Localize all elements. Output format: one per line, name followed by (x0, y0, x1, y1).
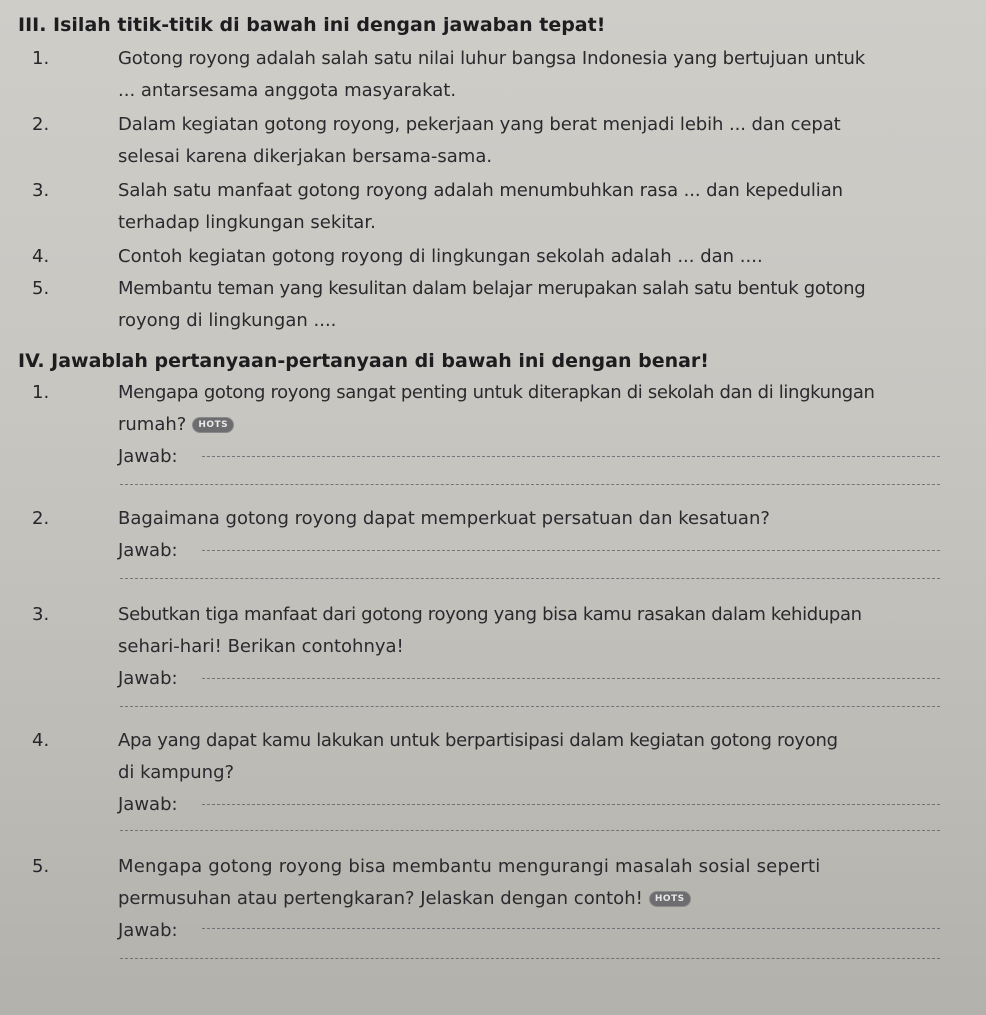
s4-item-4-number: 4. (32, 730, 50, 751)
s4-item-3-answer-line-2[interactable] (120, 706, 940, 707)
s4-item-2-answer-line-2[interactable] (120, 578, 940, 579)
s4-item-5-answer-line-2[interactable] (120, 958, 940, 959)
s3-item-4-line-1: Contoh kegiatan gotong royong di lingkungan sekolah adalah ... dan .... (118, 246, 763, 267)
s4-item-2-jawab-label: Jawab: (118, 540, 178, 561)
s4-item-4-line-1: Apa yang dapat kamu lakukan untuk berpartisipasi dalam kegiatan gotong royong (118, 730, 838, 751)
s4-item-3-jawab-label: Jawab: (118, 668, 178, 689)
s4-item-4-jawab-label: Jawab: (118, 794, 178, 815)
s3-item-4-number: 4. (32, 246, 50, 267)
s3-item-5-line-1: Membantu teman yang kesulitan dalam belajar merupakan salah satu bentuk gotong (118, 278, 866, 299)
s3-item-3-number: 3. (32, 180, 50, 201)
s4-item-1-answer-line-2[interactable] (120, 484, 940, 485)
s4-item-5-answer-line-1[interactable] (202, 928, 940, 929)
s4-item-4-line-2: di kampung? (118, 762, 235, 783)
s4-item-5-jawab-label: Jawab: (118, 920, 178, 941)
s4-item-1-line-2-text: rumah? (118, 414, 187, 435)
s4-item-2-number: 2. (32, 508, 50, 529)
section-3-title: III. Isilah titik-titik di bawah ini dengan jawaban tepat! (18, 14, 606, 36)
s3-item-5-line-2: royong di lingkungan .... (118, 310, 337, 331)
s4-item-2-answer-line-1[interactable] (202, 550, 940, 551)
s4-item-3-line-1: Sebutkan tiga manfaat dari gotong royong yang bisa kamu rasakan dalam kehidupan (118, 604, 862, 625)
s3-item-3-line-1: Salah satu manfaat gotong royong adalah menumbuhkan rasa ... dan kepedulian (118, 180, 843, 201)
s4-item-5-number: 5. (32, 856, 50, 877)
s4-item-1-line-1: Mengapa gotong royong sangat penting untuk diterapkan di sekolah dan di lingkungan (118, 382, 875, 403)
s4-item-4-answer-line-2[interactable] (120, 830, 940, 831)
s4-item-3-number: 3. (32, 604, 50, 625)
s3-item-1-number: 1. (32, 48, 50, 69)
s3-item-3-line-2: terhadap lingkungan sekitar. (118, 212, 376, 233)
s4-item-5-line-1: Mengapa gotong royong bisa membantu mengurangi masalah sosial seperti (118, 856, 821, 877)
s3-item-2-line-2: selesai karena dikerjakan bersama-sama. (118, 146, 493, 167)
s4-item-1-line-2 (118, 414, 234, 435)
s4-item-3-line-2: sehari-hari! Berikan contohnya! (118, 636, 404, 657)
s4-item-1-answer-line-1[interactable] (202, 456, 940, 457)
s4-item-5-line-2 (118, 888, 691, 909)
s3-item-2-number: 2. (32, 114, 50, 135)
hots-badge: HOTS (192, 417, 234, 433)
s3-item-1-line-2: ... antarsesama anggota masyarakat. (118, 80, 457, 101)
s4-item-5-line-2-text: permusuhan atau pertengkaran? Jelaskan dengan contoh! (118, 888, 643, 909)
s4-item-2-line-1: Bagaimana gotong royong dapat memperkuat persatuan dan kesatuan? (118, 508, 770, 529)
section-4-title: IV. Jawablah pertanyaan-pertanyaan di bawah ini dengan benar! (18, 350, 709, 372)
s4-item-4-answer-line-1[interactable] (202, 804, 940, 805)
hots-badge: HOTS (649, 891, 691, 907)
s3-item-2-line-1: Dalam kegiatan gotong royong, pekerjaan yang berat menjadi lebih ... dan cepat (118, 114, 841, 135)
s3-item-1-line-1: Gotong royong adalah salah satu nilai luhur bangsa Indonesia yang bertujuan untuk (118, 48, 866, 69)
s4-item-1-jawab-label: Jawab: (118, 446, 178, 467)
s3-item-5-number: 5. (32, 278, 50, 299)
s4-item-3-answer-line-1[interactable] (202, 678, 940, 679)
s4-item-1-number: 1. (32, 382, 50, 403)
